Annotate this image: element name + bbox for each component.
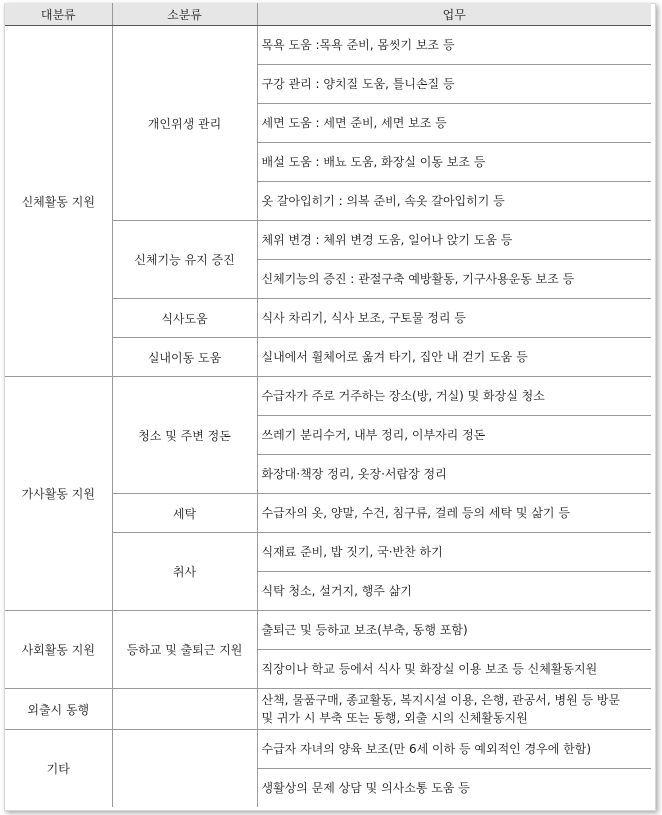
task-cell: 신체기능의 증진 : 관절구축 예방활동, 기구사용운동 보조 등 (257, 260, 651, 299)
table-header-row (5, 3, 651, 26)
table-row (5, 377, 651, 416)
task-line: 산책, 물품구매, 종교활동, 복지시설 이용, 은행, 관공서, 병원 등 방문 (261, 693, 621, 707)
table-row (5, 730, 651, 769)
task-cell: 실내에서 휠체어로 옮겨 타기, 집안 내 걷기 도움 등 (257, 338, 651, 377)
task-cell: 생활상의 문제 상담 및 의사소통 도움 등 (261, 781, 470, 795)
subcategory-indoor-movement: 실내이동 도움 (112, 338, 257, 377)
task-cell: 식탁 청소, 설거지, 행주 삶기 (257, 572, 651, 611)
task-cell: 체위 변경 : 체위 변경 도움, 일어나 앉기 도움 등 (257, 221, 651, 260)
task-cell: 직장이나 학교 등에서 식사 및 화장실 이용 보조 등 신체활동지원 (257, 650, 651, 689)
task-cell: 화장대·책장 정리, 옷장·서랍장 정리 (257, 455, 651, 494)
category-outing: 외출시 동행 (5, 689, 112, 730)
subcategory-meal: 식사도움 (112, 299, 257, 338)
task-cell: 수급자가 주로 거주하는 장소(방, 거실) 및 화장실 청소 (257, 377, 651, 416)
task-cell: 식사 차리기, 식사 보조, 구토물 정리 등 (257, 299, 651, 338)
task-cell (257, 689, 651, 730)
task-cell: 구강 관리 : 양치질 도움, 틀니손질 등 (257, 65, 651, 104)
category-etc: 기타 (5, 730, 112, 808)
category-social: 사회활동 지원 (5, 611, 112, 689)
subcategory-function: 신체기능 유지 증진 (112, 221, 257, 299)
subcategory-laundry: 세탁 (112, 494, 257, 533)
subcategory-etc-empty (112, 730, 257, 808)
category-physical: 신체활동 지원 (5, 26, 112, 377)
task-cell: 출퇴근 및 등하교 보조(부축, 동행 포함) (257, 611, 651, 650)
subcategory-outing-empty (112, 689, 257, 730)
task-cell: 쓰레기 분리수거, 내부 정리, 이부자리 정돈 (257, 416, 651, 455)
table-row (5, 689, 651, 730)
task-cell: 식재료 준비, 밥 짓기, 국·반찬 하기 (257, 533, 651, 572)
header-major: 대분류 (5, 3, 112, 26)
task-cell: 목욕 도움 :목욕 준비, 몸씻기 보조 등 (257, 26, 651, 65)
category-housework: 가사활동 지원 (5, 377, 112, 611)
task-cell: 수급자의 옷, 양말, 수건, 침구류, 걸레 등의 세탁 및 삶기 등 (257, 494, 651, 533)
task-cell: 옷 갈아입히기 : 의복 준비, 속옷 갈아입히기 등 (257, 182, 651, 221)
task-line: 및 귀가 시 부축 또는 동행, 외출 시의 신체활동지원 (261, 711, 528, 725)
table-row (5, 26, 651, 65)
header-task: 업무 (257, 3, 651, 26)
subcategory-cleaning: 청소 및 주변 정돈 (112, 377, 257, 494)
header-minor: 소분류 (112, 3, 257, 26)
task-cell: 수급자 자녀의 양육 보조(만 6세 이하 등 예외적인 경우에 한함) (257, 730, 651, 769)
subcategory-hygiene: 개인위생 관리 (112, 26, 257, 221)
care-services-table (5, 3, 651, 807)
table-row (5, 611, 651, 650)
subcategory-commute: 등하교 및 출퇴근 지원 (112, 611, 257, 689)
subcategory-cooking: 취사 (112, 533, 257, 611)
task-cell: 세면 도움 : 세면 준비, 세면 보조 등 (257, 104, 651, 143)
task-cell: 배설 도움 : 배뇨 도움, 화장실 이동 보조 등 (257, 143, 651, 182)
